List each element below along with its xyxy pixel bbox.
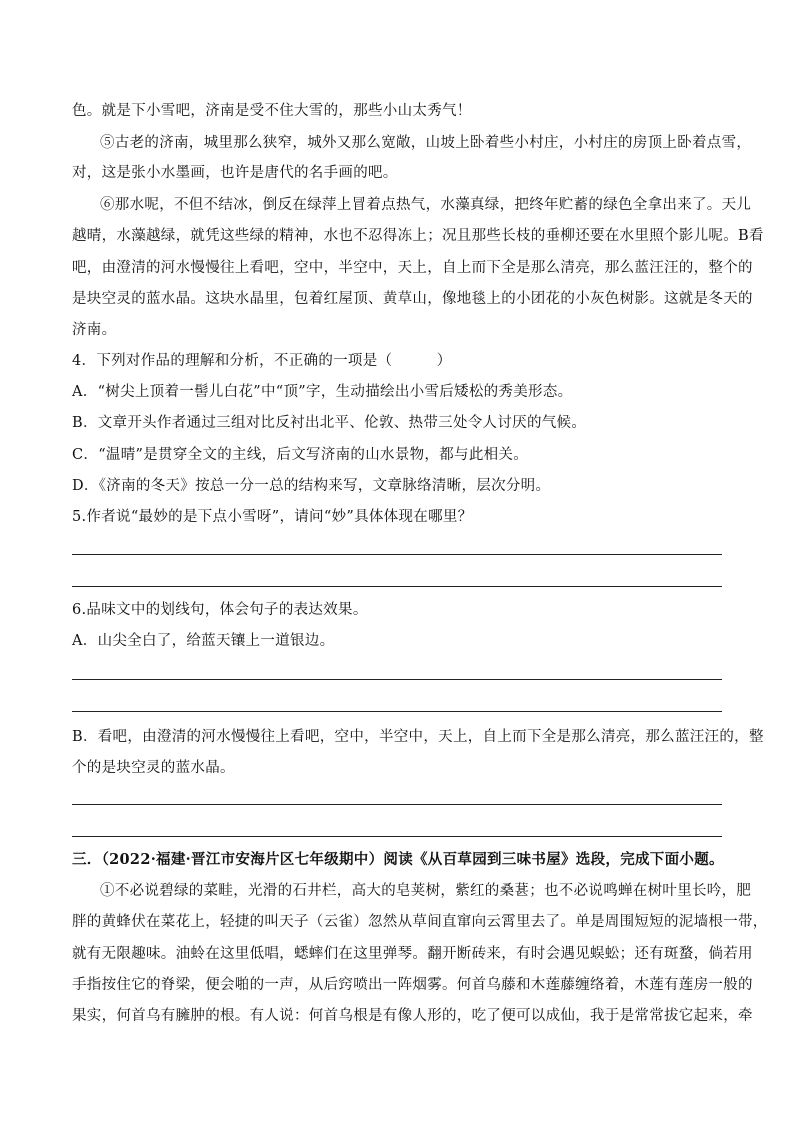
passage-line: 是块空灵的蓝水晶。这块水晶里，包着红屋顶、黄草山，像地毯上的小团花的小灰色树影。这就是冬天的 — [72, 291, 753, 307]
question-6-stem: 6.品味文中的划线句，体会句子的表达效果。 — [72, 602, 368, 618]
question-4-option-b: B．文章开头作者通过三组对比反衬出北平、伦敦、热带三处令人讨厌的气候。 — [72, 415, 587, 431]
passage-line: ⑥那水呢，不但不结冰，倒反在绿萍上冒着点热气，水藻真绿，把终年贮蓄的绿色全拿出来了。天儿 — [100, 197, 752, 213]
passage-line: 胖的黄蜂伏在菜花上，轻捷的叫天子（云雀）忽然从草间直窜向云霄里去了。单是周围短短的泥墙根一带， — [72, 914, 768, 930]
question-4-option-d: D．《济南的冬天》按总一分一总的结构来写，文章脉络清晰，层次分明。 — [72, 478, 551, 494]
question-6-option-b: B．看吧，由澄清的河水慢慢往上看吧，空中，半空中，天上，自上而下全是那么清亮，那么蓝汪汪的，整 — [72, 729, 764, 745]
passage-line: 越晴，水藻越绿，就凭这些绿的精神，水也不忍得冻上；况且那些长枝的垂柳还要在水里照个影儿呢。B看 — [72, 228, 764, 244]
passage-line: 手指按住它的脊梁，便会啪的一声，从后窍喷出一阵烟雾。何首乌藤和木莲藤缠络着，木莲有莲房一般的 — [72, 977, 753, 993]
question-5-stem: 5.作者说“最妙的是下点小雪呀”，请问“妙”具体体现在哪里？ — [72, 509, 473, 525]
answer-line[interactable] — [72, 679, 722, 680]
passage-line: ①不必说碧绿的菜畦，光滑的石井栏，高大的皂荚树，紫红的桑葚；也不必说鸣蝉在树叶里长吟，肥 — [100, 883, 752, 899]
passage-line: 就有无限趣味。油蛉在这里低唱，蟋蟀们在这里弹琴。翻开断砖来，有时会遇见蜈蚣；还有斑蝥，倘若用 — [72, 946, 753, 962]
answer-line[interactable] — [72, 586, 722, 587]
answer-line[interactable] — [72, 804, 722, 805]
question-4-stem: 4．下列对作品的理解和分析，不正确的一项是（ ） — [72, 353, 452, 369]
passage-line: 对，这是张小水墨画，也许是唐代的名手画的吧。 — [72, 165, 398, 181]
passage-line: 吧，由澄清的河水慢慢往上看吧，空中，半空中，天上，自上而下全是那么清亮，那么蓝汪汪的，整个的 — [72, 260, 753, 276]
answer-line[interactable] — [72, 711, 722, 712]
passage-line: 济南。 — [72, 322, 117, 338]
passage-line: 果实，何首乌有臃肿的根。有人说：何首乌根是有像人形的，吃了便可以成仙，我于是常常拔它起来，牵 — [72, 1008, 753, 1024]
question-6-option-b: 个的是块空灵的蓝水晶。 — [72, 760, 235, 776]
passage-line: 色。就是下小雪吧，济南是受不住大雪的，那些小山太秀气！ — [72, 103, 472, 119]
answer-line[interactable] — [72, 554, 722, 555]
question-4-option-a: A．“树尖上顶着一髻儿白花”中“顶”字，生动描绘出小雪后矮松的秀美形态。 — [72, 384, 573, 400]
answer-line[interactable] — [72, 836, 722, 837]
question-4-option-c: C．“温晴”是贯穿全文的主线，后文写济南的山水景物，都与此相关。 — [72, 447, 529, 463]
section-3-heading: 三．（2022·福建·晋江市安海片区七年级期中）阅读《从百草园到三味书屋》选段，完成下面小题。 — [72, 851, 724, 868]
question-6-option-a: A．山尖全白了，给蓝天镶上一道银边。 — [72, 633, 335, 649]
passage-line: ⑤古老的济南，城里那么狭窄，城外又那么宽敞，山坡上卧着些小村庄，小村庄的房顶上卧着点雪， — [100, 135, 752, 151]
